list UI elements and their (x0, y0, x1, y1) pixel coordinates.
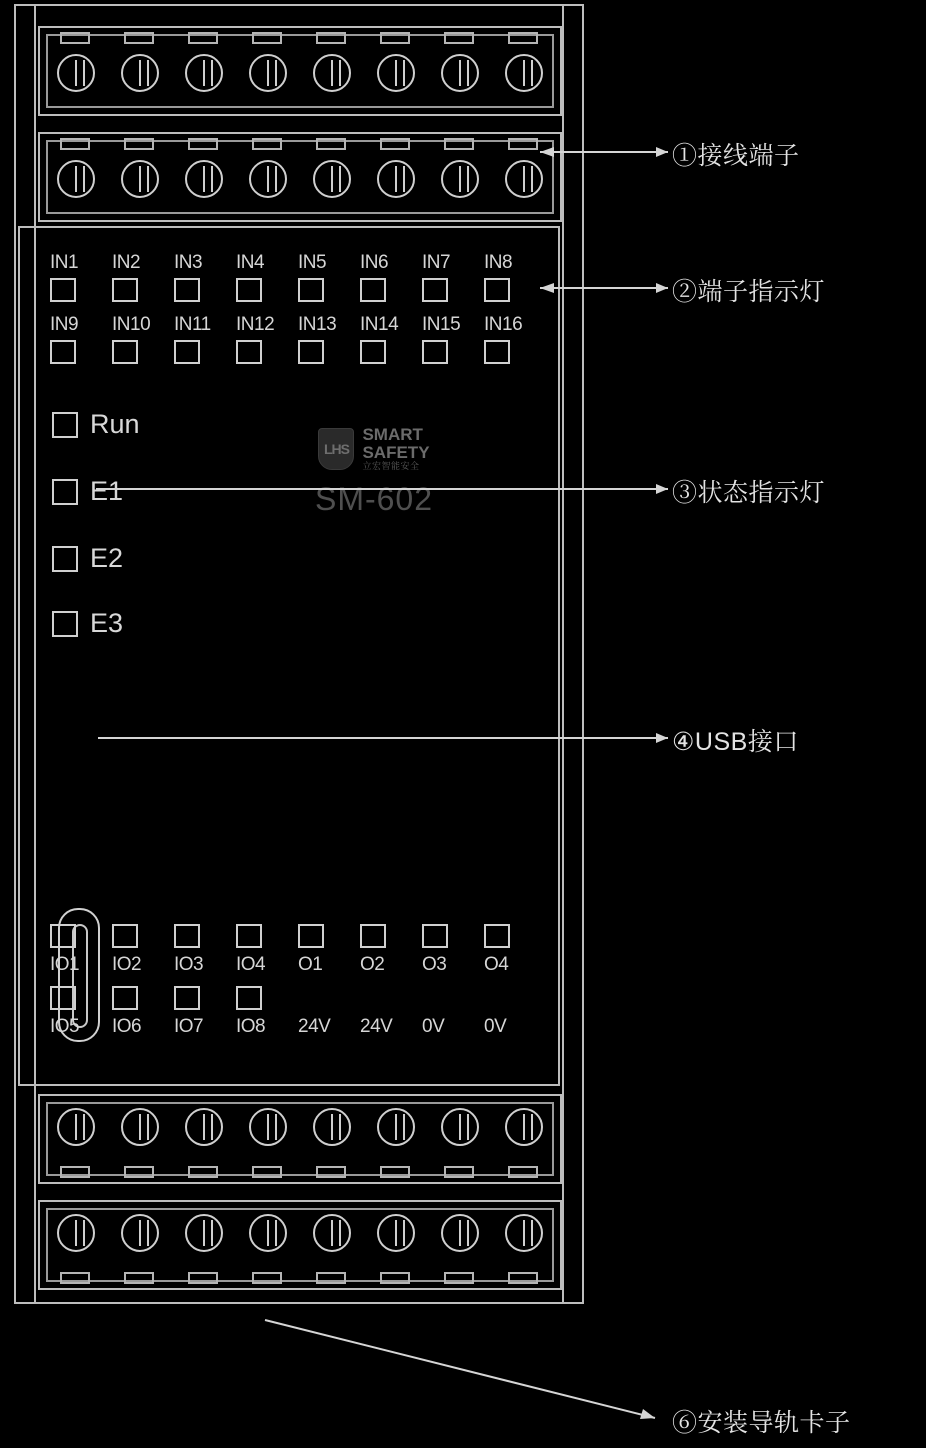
terminal-slot-icon (252, 138, 282, 150)
screw-icon (121, 160, 159, 198)
led-label: IN11 (174, 314, 211, 335)
terminal-screw-cell[interactable] (50, 1096, 102, 1182)
io-led-boxes-row1 (50, 924, 566, 954)
terminal-slot-icon (444, 1166, 474, 1178)
screw-icon (441, 1108, 479, 1146)
screw-row (46, 28, 554, 114)
terminal-screw-cell[interactable] (370, 1096, 422, 1182)
screw-icon (185, 54, 223, 92)
io-led-cell (236, 986, 298, 1016)
terminal-screw-cell[interactable] (434, 28, 486, 114)
leader-line-6 (265, 1320, 655, 1418)
io-led-label-cell (50, 954, 112, 982)
screw-icon (249, 54, 287, 92)
io-led-cell (360, 986, 422, 1016)
input-led-cell (298, 340, 360, 370)
led-indicator (112, 986, 138, 1010)
io-led-labels-row1 (50, 954, 566, 982)
led-label: IN10 (112, 314, 151, 335)
io-led-label-cell (360, 954, 422, 982)
input-led-cell (174, 340, 236, 370)
input-led-labels-row2 (50, 314, 566, 340)
screw-icon (313, 1214, 351, 1252)
terminal-slot-icon (188, 1166, 218, 1178)
led-label: IO7 (174, 1016, 204, 1037)
status-led-label: E2 (90, 543, 124, 573)
terminal-screw-cell[interactable] (498, 28, 550, 114)
led-indicator (174, 924, 200, 948)
input-led-cell (422, 278, 484, 308)
led-label: IN2 (112, 252, 141, 273)
input-led-label-cell (298, 314, 360, 340)
led-label: O4 (484, 954, 509, 975)
input-led-cell (484, 278, 546, 308)
input-led-cell (112, 340, 174, 370)
terminal-slot-icon (316, 1272, 346, 1284)
led-label: IN7 (422, 252, 451, 273)
shield-logo-icon: LHS (318, 428, 354, 470)
terminal-screw-cell[interactable] (114, 134, 166, 220)
screw-icon (313, 160, 351, 198)
terminal-slot-icon (508, 138, 538, 150)
io-led-cell (298, 986, 360, 1016)
status-led-label: E3 (90, 608, 124, 638)
input-led-cell (174, 278, 236, 308)
led-indicator (112, 924, 138, 948)
led-label: IN14 (360, 314, 399, 335)
callout-label-2: ②端子指示灯 (672, 278, 826, 306)
led-label: IO8 (236, 1016, 266, 1037)
io-led-boxes-row2 (50, 986, 566, 1016)
device-model-label: SM-602 (314, 481, 434, 518)
input-led-cell (50, 340, 112, 370)
led-label: 0V (422, 1016, 445, 1037)
input-led-cell (422, 340, 484, 370)
screw-row (46, 1202, 554, 1288)
screw-icon (505, 1214, 543, 1252)
leader-arrow-6 (640, 1409, 655, 1419)
screw-icon (185, 1108, 223, 1146)
led-label: IO4 (236, 954, 266, 975)
terminal-screw-cell[interactable] (50, 1202, 102, 1288)
led-label: O3 (422, 954, 447, 975)
screw-icon (505, 1108, 543, 1146)
terminal-screw-cell[interactable] (178, 1202, 230, 1288)
terminal-slot-icon (124, 32, 154, 44)
led-indicator (422, 340, 448, 364)
led-indicator (298, 924, 324, 948)
terminal-slot-icon (444, 138, 474, 150)
terminal-screw-cell[interactable] (114, 1202, 166, 1288)
input-led-label-cell (236, 314, 298, 340)
led-label: IN4 (236, 252, 265, 273)
terminal-screw-cell[interactable] (370, 134, 422, 220)
input-led-cell (236, 278, 298, 308)
terminal-slot-icon (252, 1272, 282, 1284)
input-led-cell (360, 278, 422, 308)
terminal-screw-cell[interactable] (114, 28, 166, 114)
screw-row (46, 134, 554, 220)
leader-arrow-3 (656, 484, 668, 494)
led-indicator (298, 340, 324, 364)
led-indicator (52, 611, 78, 637)
led-label: O2 (360, 954, 385, 975)
terminal-slot-icon (316, 138, 346, 150)
terminal-slot-icon (316, 1166, 346, 1178)
input-led-labels-row1 (50, 252, 566, 278)
led-indicator (298, 278, 324, 302)
led-indicator (112, 278, 138, 302)
status-led-e2 (52, 543, 123, 574)
terminal-screw-cell[interactable] (306, 1202, 358, 1288)
terminal-screw-cell[interactable] (242, 134, 294, 220)
io-led-label-cell (484, 1016, 546, 1044)
led-indicator (236, 986, 262, 1010)
io-led-cell (484, 924, 546, 954)
screw-icon (249, 1108, 287, 1146)
input-led-group-2 (50, 314, 566, 370)
screw-icon (505, 54, 543, 92)
terminal-slot-icon (316, 32, 346, 44)
watermark-line-2: SAFETY (362, 442, 430, 462)
led-indicator (422, 924, 448, 948)
io-led-label-cell (112, 1016, 174, 1044)
terminal-block-top-1 (38, 26, 562, 116)
led-label: IN15 (422, 314, 461, 335)
screw-icon (377, 1108, 415, 1146)
input-led-label-cell (112, 252, 174, 278)
input-led-boxes-row1 (50, 278, 566, 308)
io-led-label-cell (422, 1016, 484, 1044)
input-led-label-cell (484, 252, 546, 278)
screw-icon (57, 1108, 95, 1146)
led-label: IN1 (50, 252, 79, 273)
terminal-screw-cell[interactable] (306, 28, 358, 114)
led-label: 24V (298, 1016, 331, 1037)
io-led-group-1 (50, 924, 566, 982)
io-led-label-cell (360, 1016, 422, 1044)
terminal-screw-cell[interactable] (434, 1096, 486, 1182)
terminal-block-top-2 (38, 132, 562, 222)
led-indicator (236, 340, 262, 364)
led-label: IN6 (360, 252, 389, 273)
terminal-screw-cell[interactable] (434, 1202, 486, 1288)
terminal-slot-icon (60, 1166, 90, 1178)
screw-icon (121, 54, 159, 92)
terminal-screw-cell[interactable] (370, 28, 422, 114)
watermark-line-1: SMART (362, 425, 423, 444)
led-indicator (484, 924, 510, 948)
input-led-label-cell (174, 252, 236, 278)
led-label: O1 (298, 954, 323, 975)
terminal-slot-icon (188, 1272, 218, 1284)
input-led-label-cell (484, 314, 546, 340)
input-led-label-cell (174, 314, 236, 340)
terminal-screw-cell[interactable] (50, 134, 102, 220)
led-indicator (50, 278, 76, 302)
input-led-label-cell (112, 314, 174, 340)
terminal-screw-cell[interactable] (242, 1202, 294, 1288)
io-led-label-cell (112, 954, 174, 982)
led-indicator (360, 278, 386, 302)
led-indicator (50, 924, 76, 948)
screw-icon (185, 1214, 223, 1252)
io-led-cell (298, 924, 360, 954)
io-led-label-cell (298, 1016, 360, 1044)
io-led-cell (50, 986, 112, 1016)
screw-icon (57, 54, 95, 92)
io-led-cell (50, 924, 112, 954)
status-led-run (52, 409, 140, 440)
input-led-cell (298, 278, 360, 308)
led-label: IO5 (50, 1016, 80, 1037)
screw-icon (377, 1214, 415, 1252)
io-led-group-2 (50, 986, 566, 1044)
status-led-label: E1 (90, 476, 124, 506)
terminal-slot-icon (444, 32, 474, 44)
terminal-screw-cell[interactable] (178, 28, 230, 114)
terminal-slot-icon (444, 1272, 474, 1284)
terminal-slot-icon (60, 1272, 90, 1284)
led-label: 0V (484, 1016, 507, 1037)
terminal-screw-cell[interactable] (306, 1096, 358, 1182)
terminal-screw-cell[interactable] (498, 1202, 550, 1288)
status-led-e1 (52, 476, 123, 507)
leader-arrow-1b (656, 147, 668, 157)
led-label: IO2 (112, 954, 142, 975)
terminal-screw-cell[interactable] (178, 134, 230, 220)
io-led-label-cell (484, 954, 546, 982)
io-led-label-cell (422, 954, 484, 982)
screw-icon (313, 1108, 351, 1146)
io-led-cell (112, 924, 174, 954)
led-indicator (52, 479, 78, 505)
input-led-label-cell (298, 252, 360, 278)
screw-icon (441, 54, 479, 92)
terminal-screw-cell[interactable] (306, 134, 358, 220)
screw-icon (441, 1214, 479, 1252)
watermark-text (362, 426, 429, 471)
input-led-label-cell (236, 252, 298, 278)
led-indicator (50, 986, 76, 1010)
io-led-cell (112, 986, 174, 1016)
io-led-cell (360, 924, 422, 954)
io-led-label-cell (50, 1016, 112, 1044)
status-led-e3 (52, 608, 123, 639)
terminal-screw-cell[interactable] (498, 1096, 550, 1182)
led-label: IO3 (174, 954, 204, 975)
input-led-cell (360, 340, 422, 370)
terminal-screw-cell[interactable] (50, 28, 102, 114)
screw-icon (121, 1108, 159, 1146)
terminal-screw-cell[interactable] (178, 1096, 230, 1182)
terminal-slot-icon (188, 32, 218, 44)
terminal-slot-icon (252, 1166, 282, 1178)
led-indicator (52, 412, 78, 438)
io-led-label-cell (236, 1016, 298, 1044)
input-led-label-cell (360, 314, 422, 340)
input-led-cell (50, 278, 112, 308)
led-label: 24V (360, 1016, 393, 1037)
device-front-view (14, 4, 584, 1304)
led-indicator (484, 340, 510, 364)
input-led-label-cell (50, 314, 112, 340)
terminal-screw-cell[interactable] (434, 134, 486, 220)
screw-row (46, 1096, 554, 1182)
screw-icon (313, 54, 351, 92)
watermark-line-3: 立宏智能安全 (362, 460, 420, 471)
input-led-label-cell (422, 314, 484, 340)
terminal-slot-icon (188, 138, 218, 150)
led-label: IN12 (236, 314, 275, 335)
input-led-label-cell (360, 252, 422, 278)
led-indicator (484, 278, 510, 302)
led-label: IO6 (112, 1016, 142, 1037)
terminal-screw-cell[interactable] (242, 1096, 294, 1182)
led-label: IN16 (484, 314, 523, 335)
terminal-slot-icon (124, 1166, 154, 1178)
led-indicator (236, 278, 262, 302)
terminal-slot-icon (124, 138, 154, 150)
terminal-slot-icon (508, 1166, 538, 1178)
led-indicator (174, 278, 200, 302)
io-led-cell (422, 986, 484, 1016)
screw-icon (57, 1214, 95, 1252)
terminal-slot-icon (60, 32, 90, 44)
io-led-cell (236, 924, 298, 954)
device-right-rail (562, 4, 584, 1304)
led-indicator (52, 546, 78, 572)
led-label: IN9 (50, 314, 79, 335)
leader-arrow-4 (656, 733, 668, 743)
terminal-slot-icon (380, 32, 410, 44)
led-indicator (360, 340, 386, 364)
input-led-group-1 (50, 252, 566, 308)
io-led-cell (484, 986, 546, 1016)
terminal-block-bottom-1 (38, 1094, 562, 1184)
led-label: IN5 (298, 252, 327, 273)
input-led-label-cell (50, 252, 112, 278)
terminal-slot-icon (508, 1272, 538, 1284)
terminal-screw-cell[interactable] (114, 1096, 166, 1182)
screw-icon (249, 160, 287, 198)
input-led-cell (236, 340, 298, 370)
io-led-cell (422, 924, 484, 954)
leader-arrow-2b (656, 283, 668, 293)
terminal-slot-icon (380, 138, 410, 150)
screw-icon (249, 1214, 287, 1252)
screw-icon (185, 160, 223, 198)
terminal-slot-icon (60, 138, 90, 150)
screw-icon (377, 54, 415, 92)
io-led-cell (174, 924, 236, 954)
input-led-cell (484, 340, 546, 370)
terminal-block-bottom-2 (38, 1200, 562, 1290)
led-indicator (360, 924, 386, 948)
callout-label-1: ①接线端子 (672, 142, 800, 170)
led-indicator (174, 340, 200, 364)
io-led-cell (174, 986, 236, 1016)
led-label: IN3 (174, 252, 203, 273)
led-indicator (174, 986, 200, 1010)
io-led-label-cell (298, 954, 360, 982)
status-led-label: Run (90, 409, 140, 439)
led-indicator (112, 340, 138, 364)
io-led-label-cell (174, 954, 236, 982)
screw-icon (377, 160, 415, 198)
io-led-labels-row2 (50, 1016, 566, 1044)
callout-label-4: ④USB接口 (672, 728, 799, 756)
terminal-slot-icon (380, 1272, 410, 1284)
led-indicator (422, 278, 448, 302)
terminal-slot-icon (508, 32, 538, 44)
screw-icon (57, 160, 95, 198)
callout-label-3: ③状态指示灯 (672, 479, 826, 507)
brand-watermark (284, 426, 464, 518)
screw-icon (121, 1214, 159, 1252)
led-label: IN13 (298, 314, 337, 335)
terminal-slot-icon (124, 1272, 154, 1284)
screw-icon (441, 160, 479, 198)
screw-icon (505, 160, 543, 198)
led-label: IO1 (50, 954, 80, 975)
terminal-screw-cell[interactable] (242, 28, 294, 114)
input-led-label-cell (422, 252, 484, 278)
terminal-screw-cell[interactable] (370, 1202, 422, 1288)
input-led-boxes-row2 (50, 340, 566, 370)
io-led-label-cell (236, 954, 298, 982)
input-led-cell (112, 278, 174, 308)
io-led-label-cell (174, 1016, 236, 1044)
led-indicator (50, 340, 76, 364)
led-label: IN8 (484, 252, 513, 273)
watermark-logo-row (284, 426, 464, 471)
led-indicator (236, 924, 262, 948)
callout-label-6: ⑥安装导轨卡子 (672, 1409, 851, 1437)
terminal-screw-cell[interactable] (498, 134, 550, 220)
terminal-slot-icon (380, 1166, 410, 1178)
terminal-slot-icon (252, 32, 282, 44)
